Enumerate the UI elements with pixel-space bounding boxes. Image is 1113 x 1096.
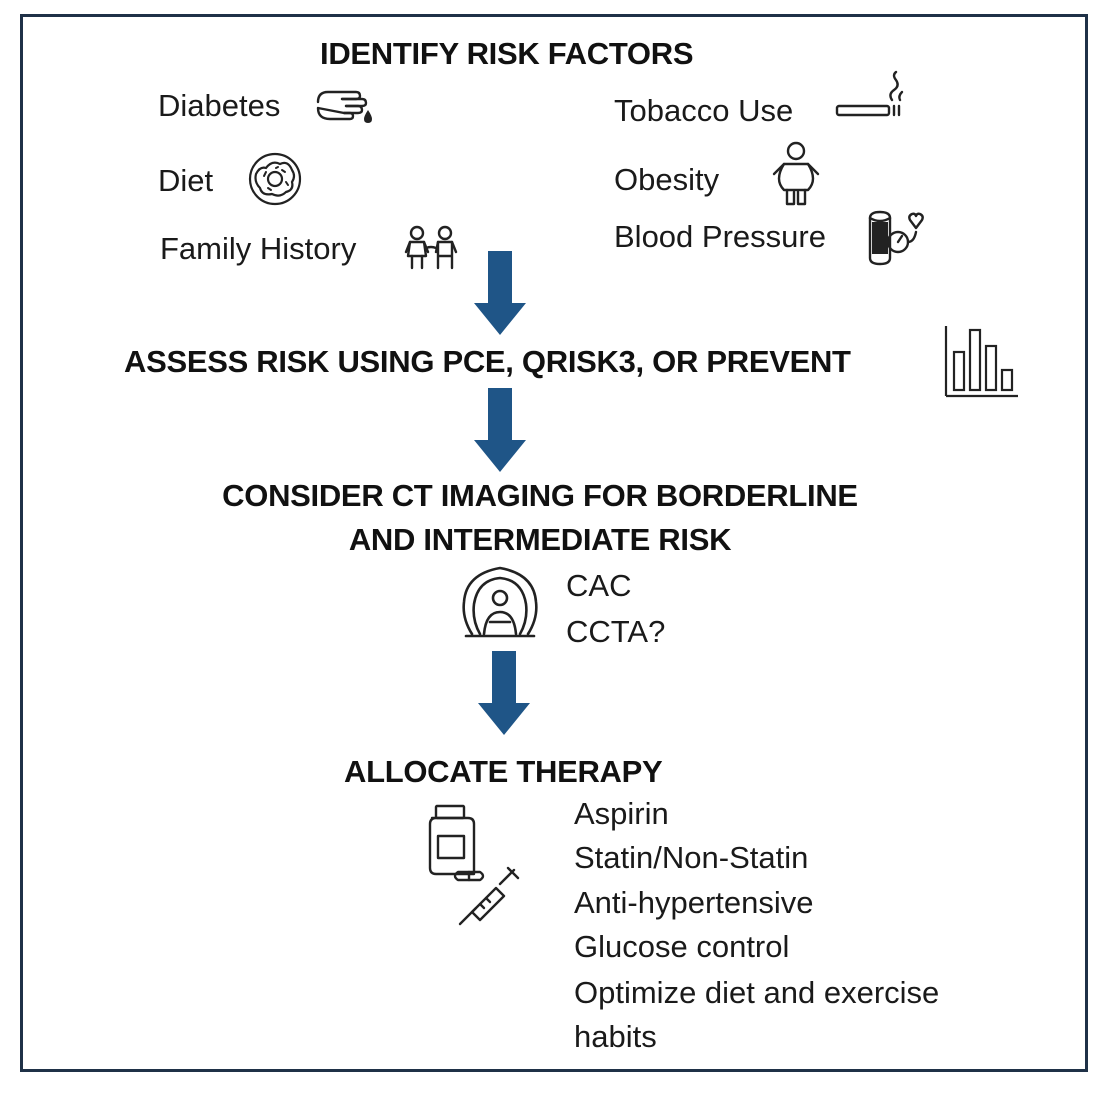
therapy-aspirin: Aspirin xyxy=(574,796,669,831)
therapy-habits: habits xyxy=(574,1019,657,1054)
flow-arrow-1 xyxy=(472,251,528,335)
ct-option-ccta: CCTA? xyxy=(566,614,666,649)
therapy-anti-hypertensive: Anti-hypertensive xyxy=(574,885,814,920)
donut-icon xyxy=(246,150,304,208)
risk-factor-obesity: Obesity xyxy=(614,162,720,197)
risk-factor-diabetes: Diabetes xyxy=(158,88,281,123)
ct-option-cac: CAC xyxy=(566,568,632,603)
family-icon xyxy=(400,224,464,272)
step4-title: ALLOCATE THERAPY xyxy=(344,754,663,789)
step3-title-line1: CONSIDER CT IMAGING FOR BORDERLINE xyxy=(222,478,858,513)
step1-title: IDENTIFY RISK FACTORS xyxy=(320,36,694,71)
obesity-icon xyxy=(768,140,824,208)
bar-chart-icon xyxy=(942,324,1020,398)
blood-pressure-icon xyxy=(866,204,930,268)
step2-title: ASSESS RISK USING PCE, QRISK3, OR PREVENT xyxy=(124,344,851,379)
therapy-statin: Statin/Non-Statin xyxy=(574,840,809,875)
cigarette-icon xyxy=(834,70,906,122)
finger-drop-icon xyxy=(312,84,376,128)
risk-factor-family-history: Family History xyxy=(160,231,357,266)
flow-arrow-3 xyxy=(476,651,532,735)
therapy-diet-exercise: Optimize diet and exercise xyxy=(574,975,940,1010)
step3-title-line2: AND INTERMEDIATE RISK xyxy=(348,522,732,557)
medication-icon xyxy=(424,804,524,928)
flow-arrow-2 xyxy=(472,388,528,472)
risk-factor-diet: Diet xyxy=(158,163,214,198)
risk-factor-blood-pressure: Blood Pressure xyxy=(614,219,826,254)
ct-scanner-icon xyxy=(460,564,540,640)
risk-factor-tobacco-use: Tobacco Use xyxy=(614,93,794,128)
therapy-glucose-control: Glucose control xyxy=(574,929,790,964)
